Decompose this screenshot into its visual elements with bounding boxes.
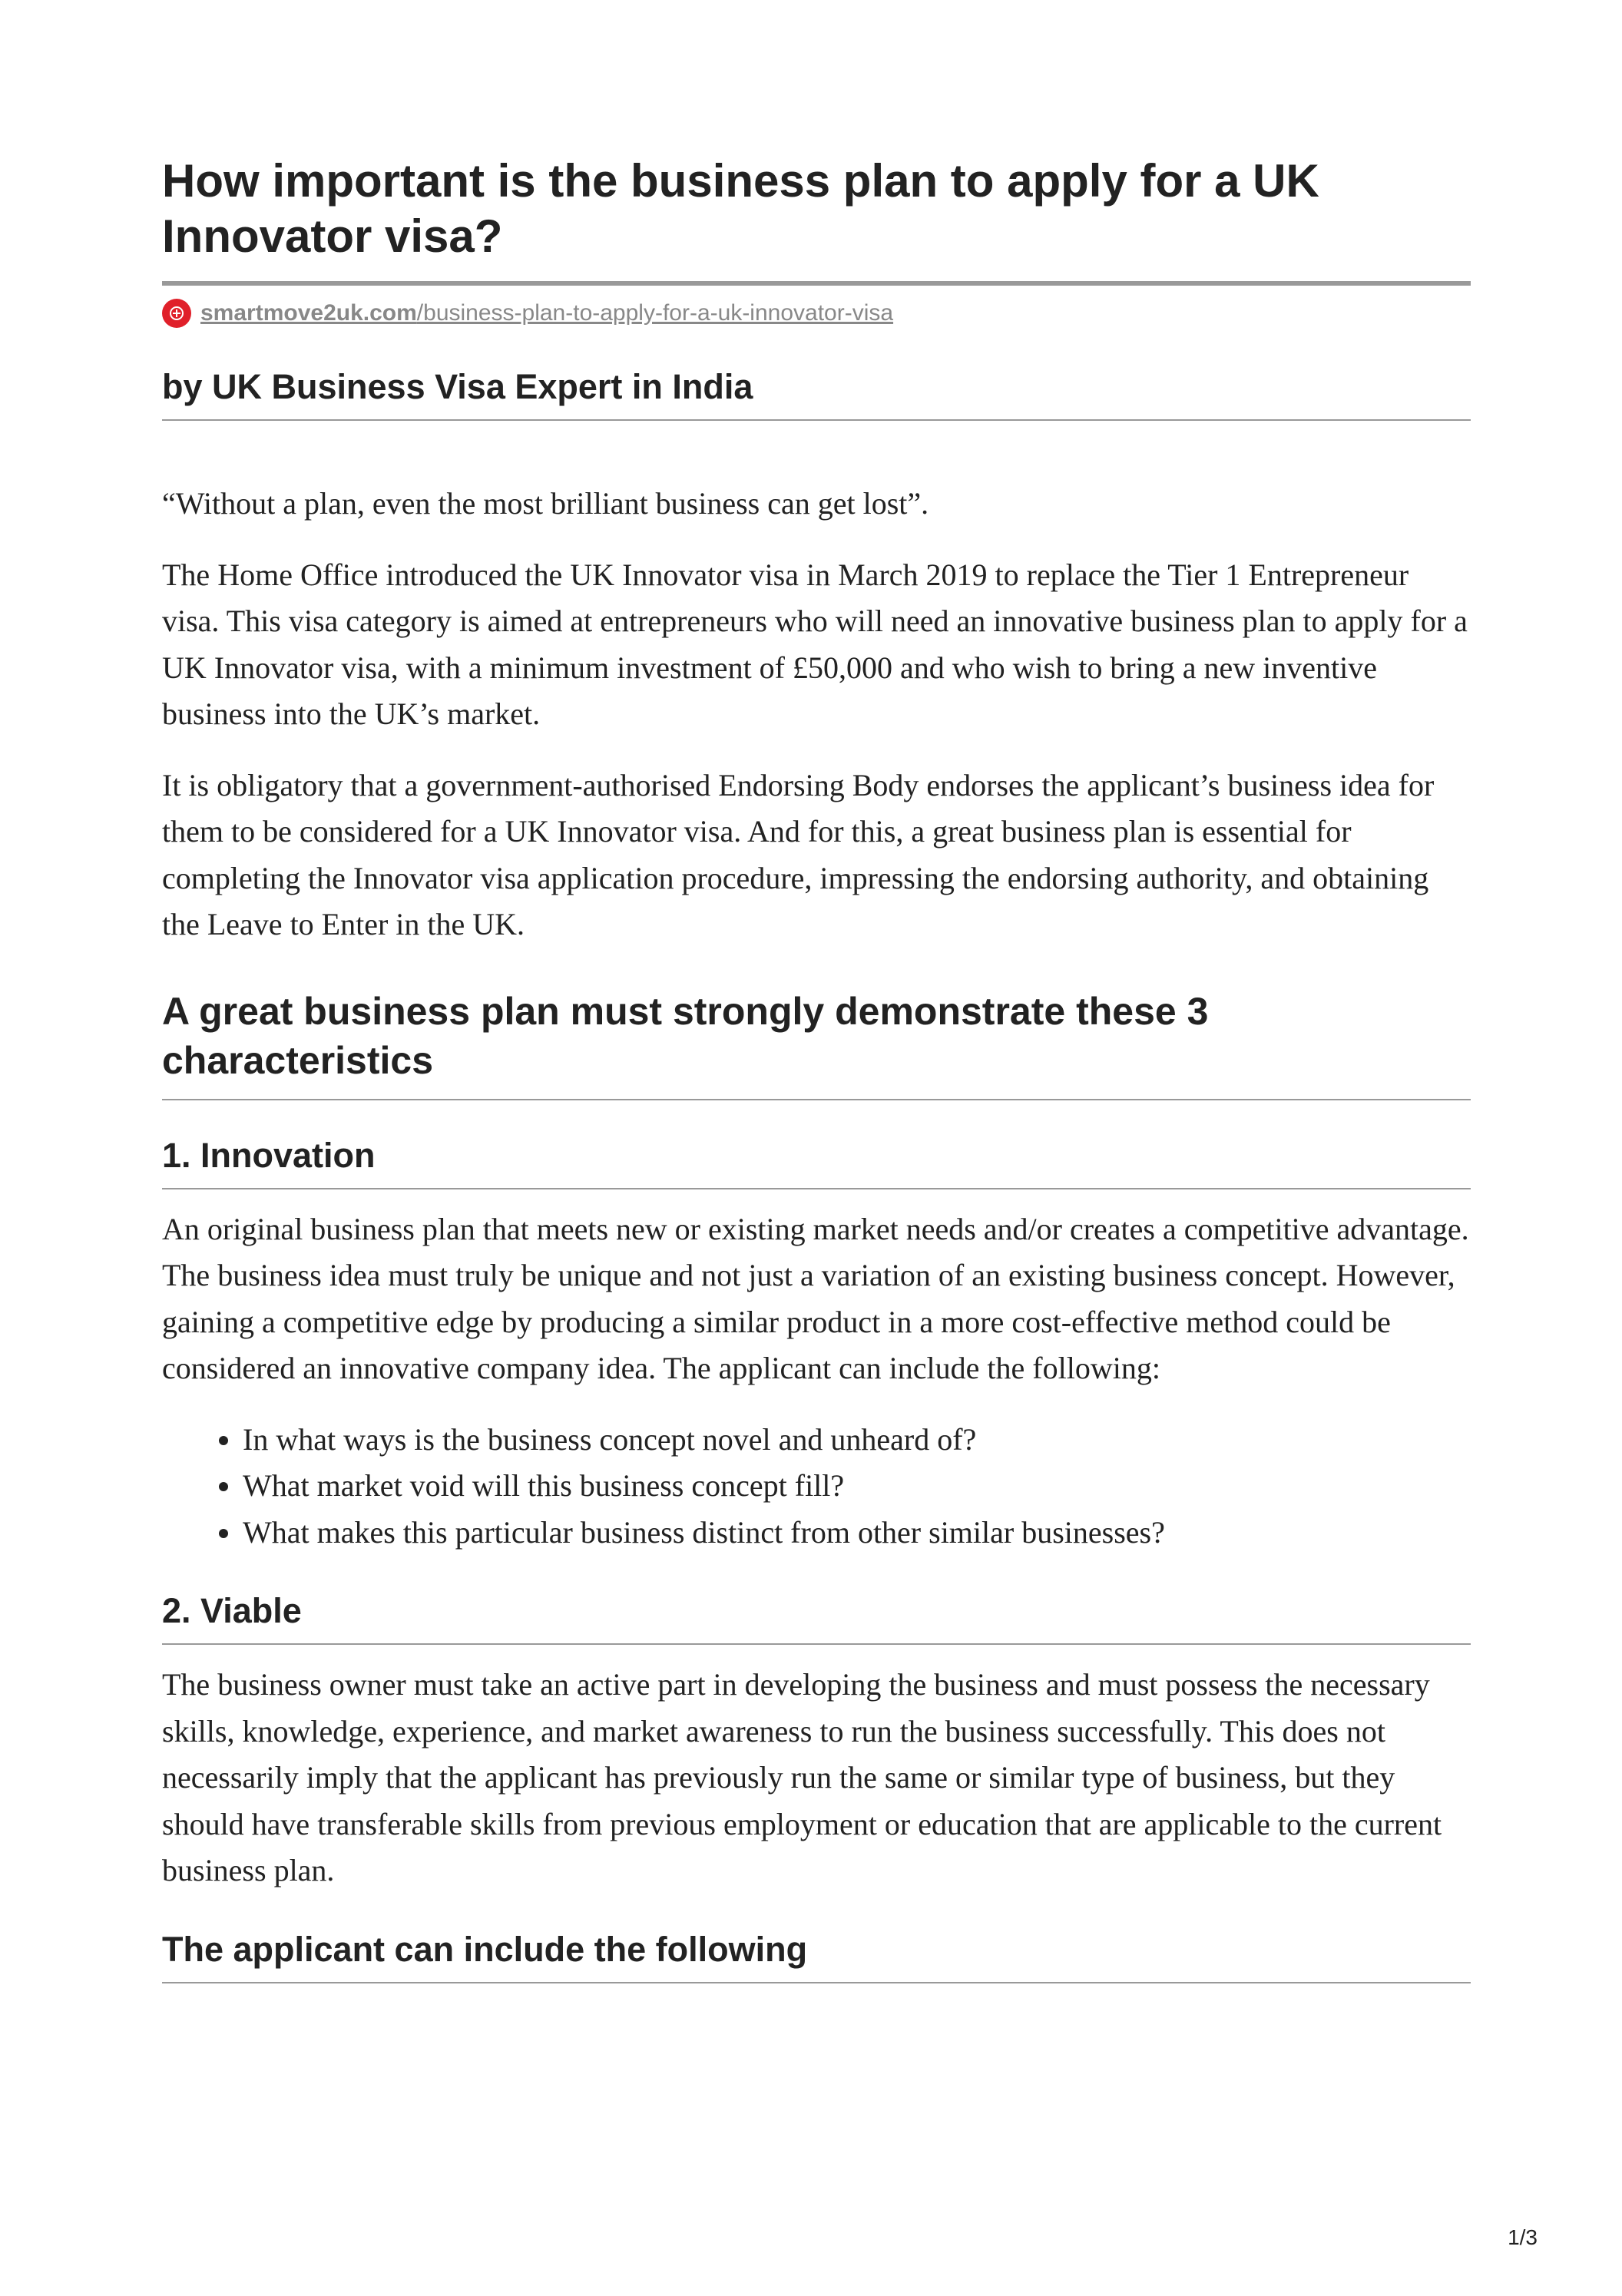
viable-paragraph: The business owner must take an active part in developing the business and must possess the necessary skills, knowledge, experience, and market awareness to run the business successfully. This does not necessarily imply that the applicant has previously run the same or similar type of business, but they should have transferable skills from previous employment or education that are applicable to the current business plan. [162, 1667, 1442, 1887]
list-item: • What makes this particular business distinct from other similar businesses? [243, 1510, 1471, 1557]
list-item: • What market void will this business concept fill? [243, 1463, 1471, 1510]
article-title: How important is the business plan to apply for a UK Innovator visa? [162, 0, 1471, 286]
final-heading: The applicant can include the following [162, 1928, 1471, 1983]
document-page [162, 0, 1471, 1983]
innovation-bullet-list [162, 1417, 1471, 1557]
source-domain: smartmove2uk.com [200, 300, 417, 326]
quote-paragraph: “Without a plan, even the most brilliant business can get lost”. [162, 486, 929, 521]
intro-paragraph-1: The Home Office introduced the UK Innovator visa in March 2019 to replace the Tier 1 Entrepreneur visa. This visa category is aimed at entrepreneurs who will need an innovative business plan to apply for a UK Innovator visa, with a minimum investment of £50,000 and who wish to bring a new inventive business into the UK’s market. [162, 557, 1468, 731]
innovation-paragraph: An original business plan that meets new or existing market needs and/or creates a competitive advantage. The business idea must truly be unique and not just a variation of an existing business concept. However, gaining a competitive edge by producing a similar product in a more cost-effective method could be considered an innovative company idea. The applicant can include the following: [162, 1211, 1469, 1385]
article-byline: by UK Business Visa Expert in India [162, 366, 1471, 421]
spacer [162, 421, 1471, 481]
intro-paragraph-2: It is obligatory that a government-authorised Endorsing Body endorses the applicant’s business idea for them to be considered for a UK Innovator visa. And for this, a great business plan is essential for completing the Innovator visa application procedure, impressing the endorsing authority, and obtaining the Leave to Enter in the UK. [162, 767, 1435, 941]
viable-heading: 2. Viable [162, 1590, 1471, 1645]
site-logo-icon [162, 299, 191, 328]
list-item: • In what ways is the business concept novel and unheard of? [243, 1417, 1471, 1464]
innovation-heading: 1. Innovation [162, 1134, 1471, 1189]
source-url-link[interactable] [200, 300, 893, 326]
source-path: /business-plan-to-apply-for-a-uk-innovator-visa [416, 300, 894, 326]
page-number: 1/3 [1508, 2225, 1538, 2249]
source-link-row [162, 298, 1471, 329]
section-heading: A great business plan must strongly demonstrate these 3 characteristics [162, 987, 1471, 1100]
